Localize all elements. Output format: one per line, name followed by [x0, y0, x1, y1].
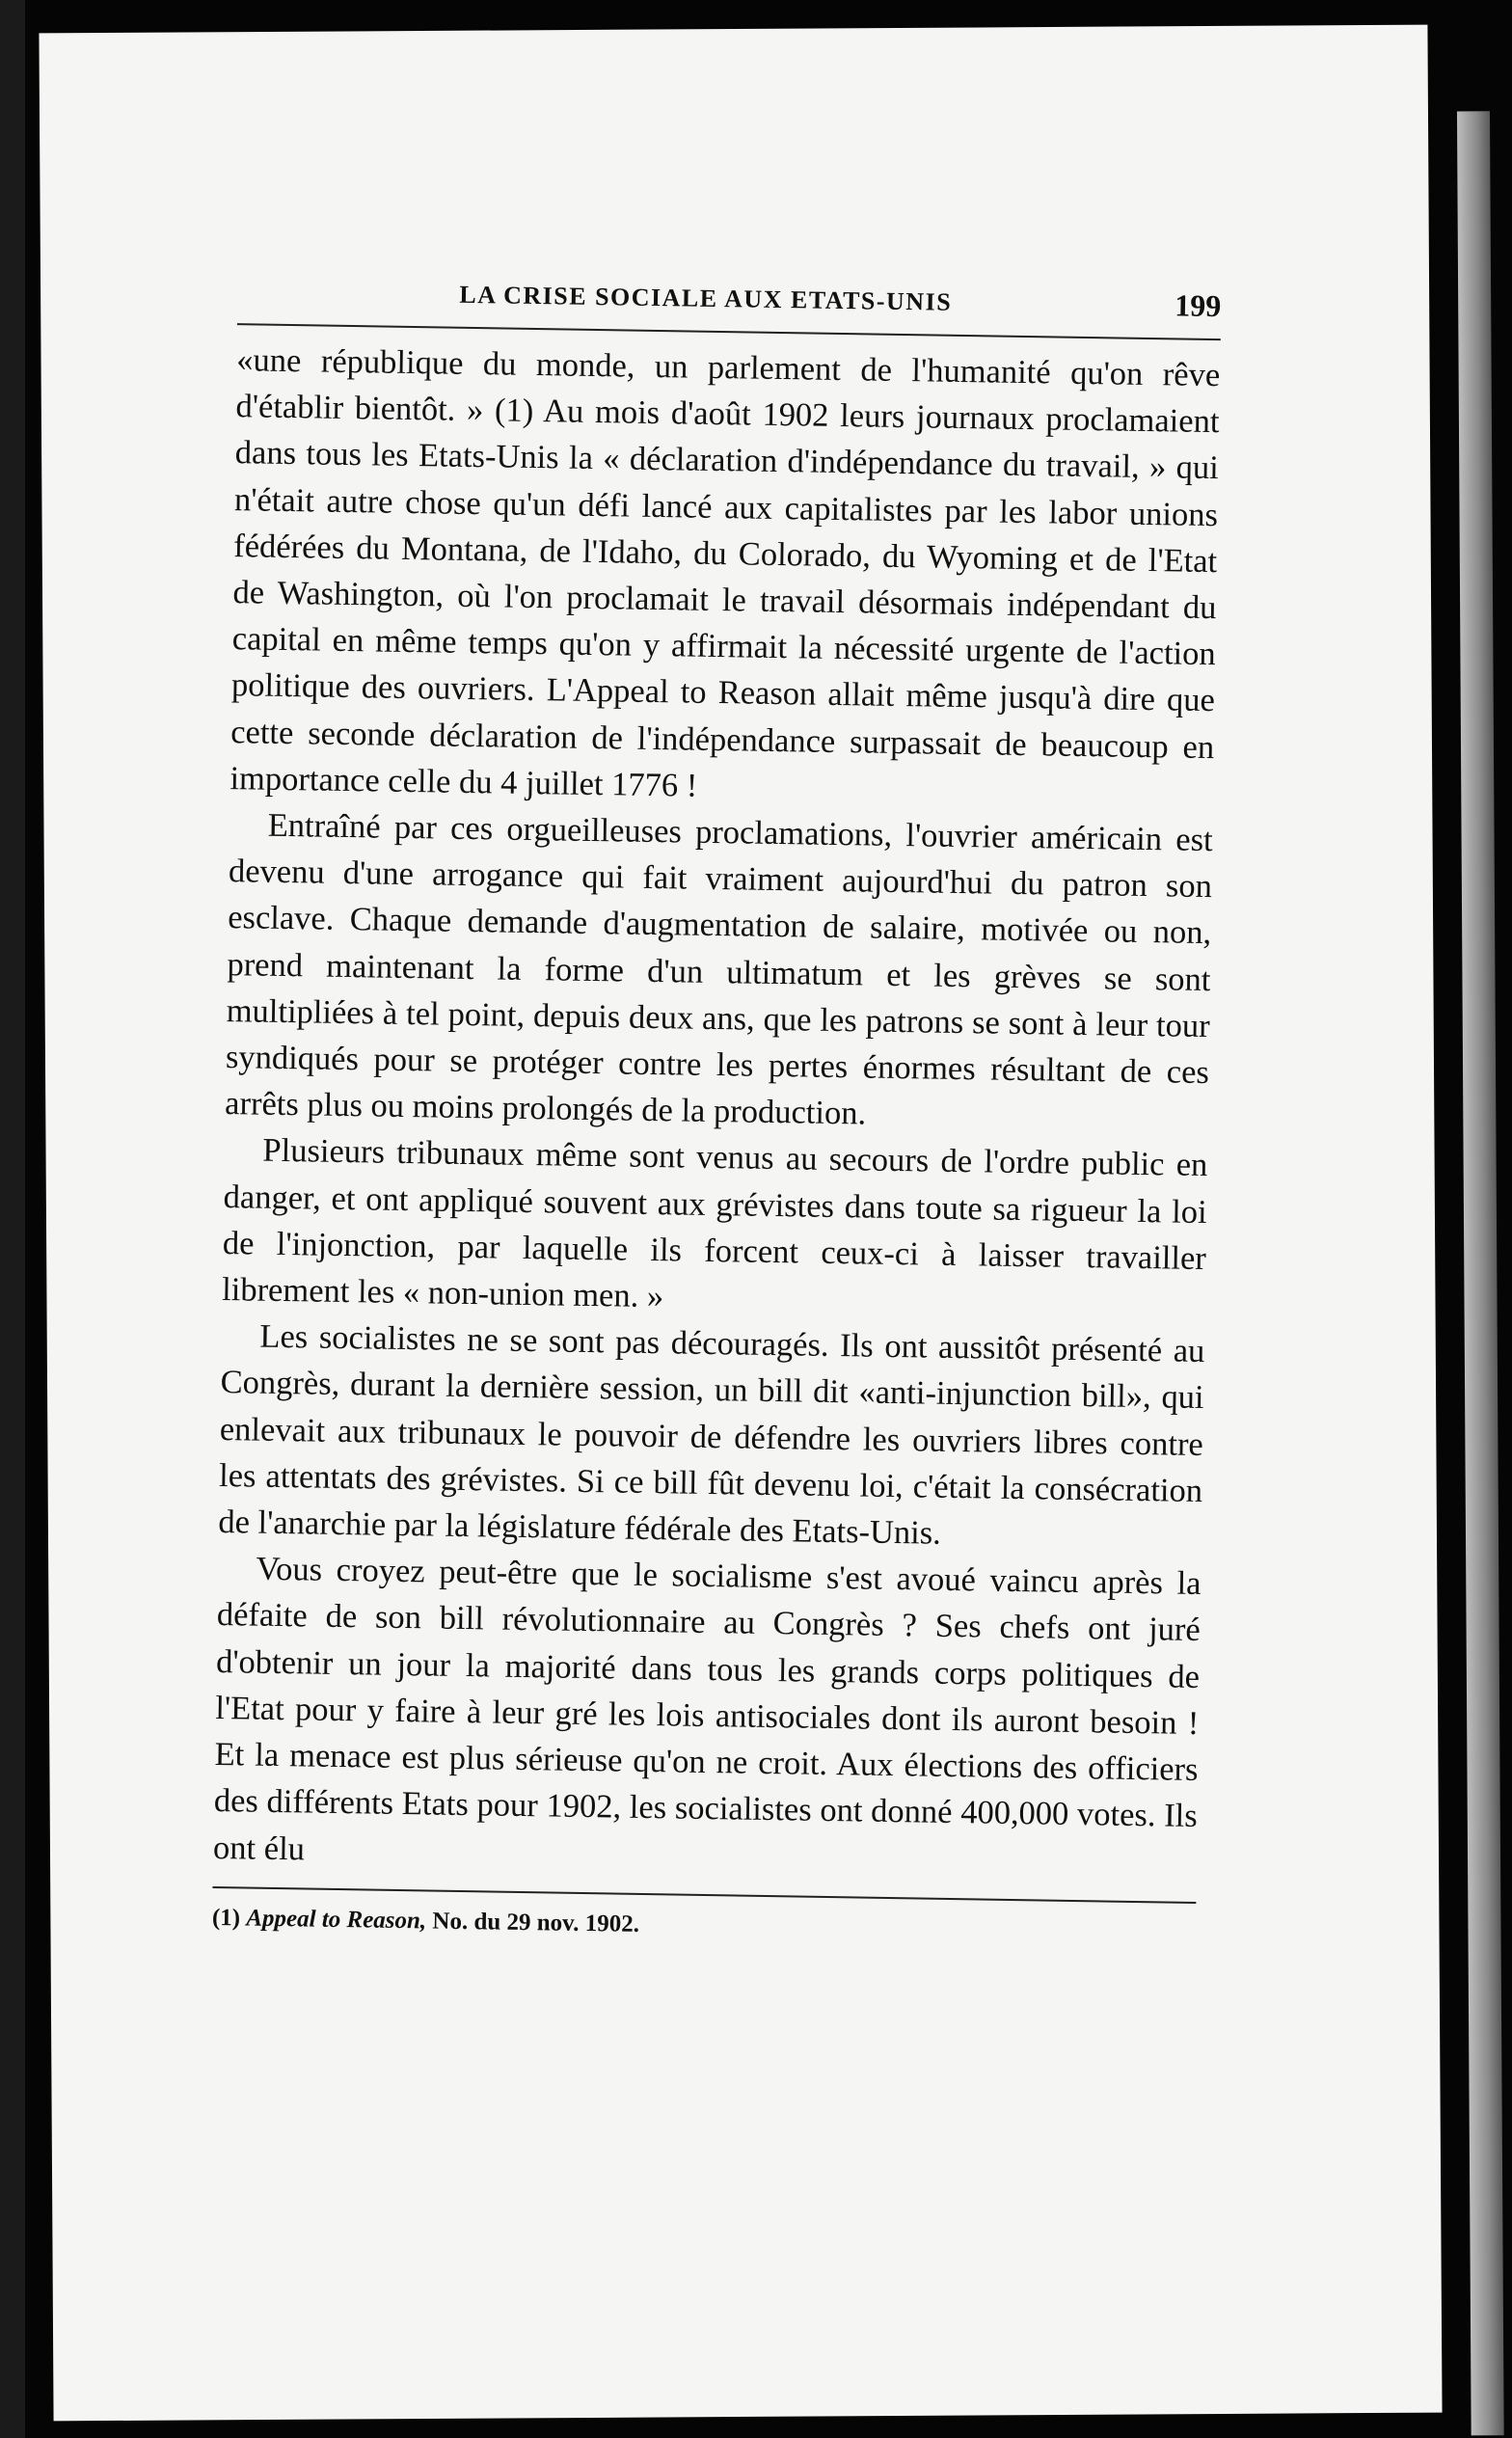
footnote-marker: (1)	[211, 1904, 241, 1932]
running-title: LA CRISE SOCIALE AUX ETATS-UNIS	[459, 280, 953, 316]
page-number: 199	[1174, 287, 1222, 324]
footnote-area	[212, 1886, 1197, 1950]
paragraph-3: Plusieurs tribunaux même sont venus au secours de l'ordre public en danger, et ont appliqué souvent aux grévistes dans toute sa rigueur la loi de l'injonction, par laquelle ils forcent ceux-ci à laisser travailler librement les « non-union men. »	[221, 1132, 1208, 1315]
facing-page-edge	[0, 0, 25, 2438]
paragraph-4: Les socialistes ne se sont pas découragés. Ils ont aussitôt présenté au Congrès, durant la dernière session, un bill dit «anti-injunction bill», qui enlevait aux tribunaux le pouvoir de défendre les ouvriers libres contre les attentats des grévistes. Si ce bill fût devenu loi, c'était la consécration de l'anarchie par la législature fédérale des Etats-Unis.	[218, 1317, 1205, 1552]
footnote-details: No. du 29 nov. 1902.	[432, 1908, 640, 1937]
footnote	[212, 1902, 1196, 1950]
paragraph-5: Vous croyez peut-être que le socialisme s'est avoué vaincu après la défaite de son bill révolutionnaire au Congrès ? Ses chefs ont juré d'obtenir un jour la majorité dans tous les grands corps politiques de l'Etat pour y faire à leur gré les lois antisociales dont ils auront besoin ! Et la menace est plus sérieuse qu'on ne croit. Aux élections des officiers des différents Etats pour 1902, les socialistes ont donné 400,000 votes. Ils ont élu	[212, 1550, 1202, 1867]
book-page	[39, 25, 1442, 2422]
page-stack-edge	[1457, 111, 1504, 2435]
footnote-source: Appeal to Reason,	[246, 1905, 427, 1935]
text-block	[212, 263, 1222, 1950]
paragraph-1: «une république du monde, un parlement de l'humanité qu'on rêve d'établir bientôt. » (1) Au mois d'août 1902 leurs journaux proclamaient dans tous les Etats-Unis la « déclaration d'indépendance du travail, » qui n'était autre chose qu'un défi lancé aux capitalistes par les labor unions fédérées du Montana, de l'Idaho, du Colorado, du Wyoming et de l'Etat de Washington, où l'on proclamait le travail désormais indépendant du capital en même temps qu'on y affirmait la nécessité urgente de l'action politique des ouvriers. L'Appeal to Reason allait même jusqu'à dire que cette seconde déclaration de l'indépendance surpassait de beaucoup en importance celle du 4 juillet 1776 !	[230, 341, 1221, 804]
paragraph-2: Entraîné par ces orgueilleuses proclamations, l'ouvrier américain est devenu d'une arrogance qui fait vraiment aujourd'hui du patron son esclave. Chaque demande d'augmentation de salaire, motivée ou non, prend maintenant la forme d'un ultimatum et les grèves se sont multipliées à tel point, depuis deux ans, que les patrons se sont à leur tour syndiqués pour se protéger contre les pertes énormes résultant de ces arrêts plus ou moins prolongés de la production.	[224, 806, 1213, 1132]
running-head	[237, 263, 1222, 340]
